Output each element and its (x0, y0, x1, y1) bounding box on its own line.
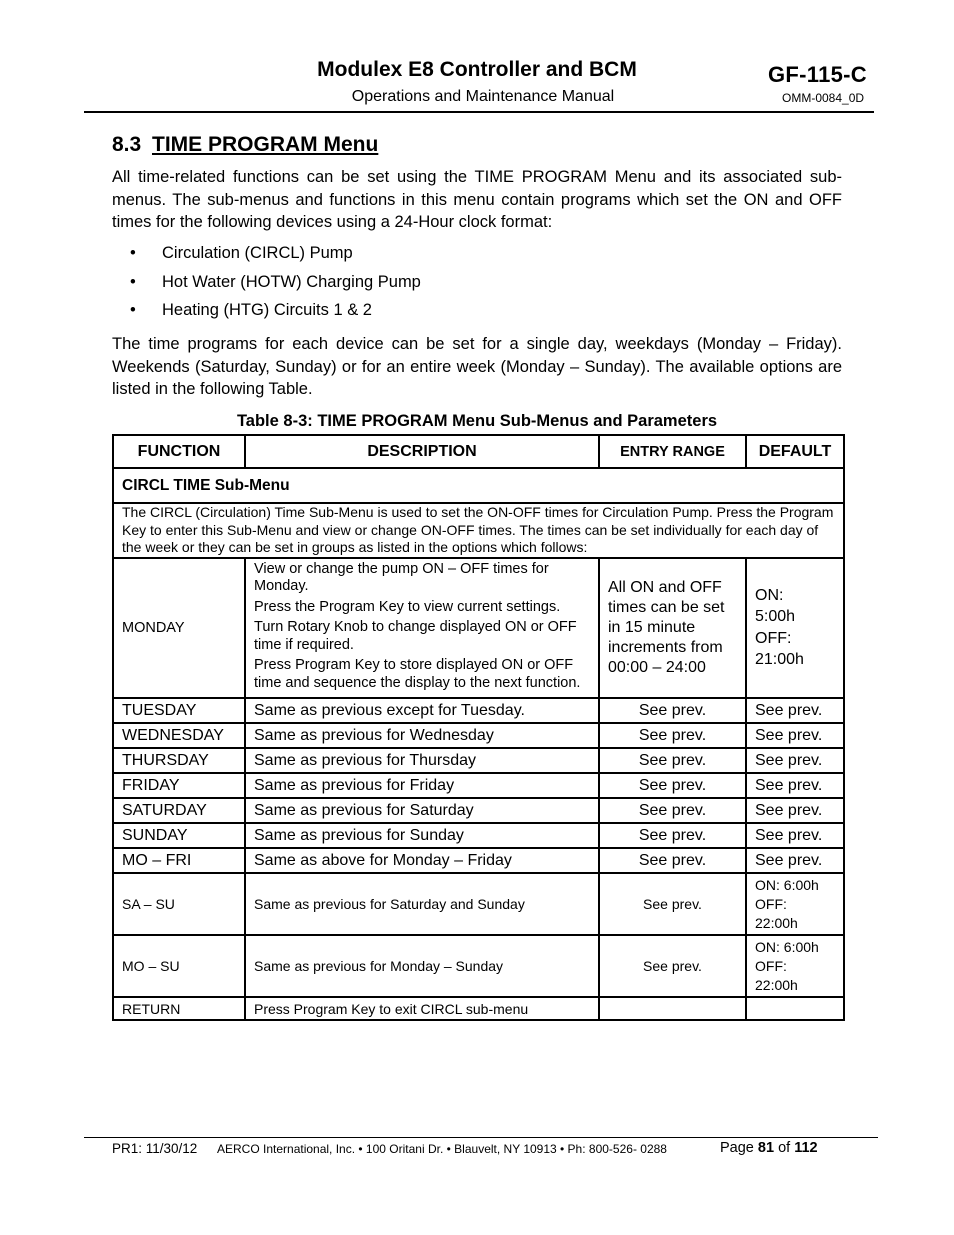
footer-rule (84, 1137, 878, 1138)
table-row (113, 873, 844, 935)
table-section-desc-row (113, 503, 844, 558)
description-cell: Press Program Key to exit CIRCL sub-menu (245, 997, 599, 1020)
function-cell: WEDNESDAY (113, 723, 245, 748)
document-number: OMM-0084_0D (782, 91, 865, 105)
default-cell: See prev. (746, 798, 844, 823)
footer-revision: PR1: 11/30/12 (112, 1141, 198, 1156)
function-cell: MO – SU (113, 935, 245, 997)
section-desc-cell: The CIRCL (Circulation) Time Sub-Menu is used to set the ON-OFF times for Circulation Pump. Press the Program Key to enter this Sub-Menu and view or change ON-OFF times. The times can be set individually for each day of the week or they can be set in groups as listed in the options which follows: (113, 503, 844, 558)
function-cell: MO – FRI (113, 848, 245, 873)
table-row (113, 997, 844, 1020)
table-caption: Table 8-3: TIME PROGRAM Menu Sub-Menus and Parameters (236, 412, 718, 430)
description-line: Press the Program Key to view current settings. (254, 598, 561, 615)
default-cell (746, 873, 844, 935)
default-cell (746, 997, 844, 1020)
table-row (113, 698, 844, 723)
description-cell: Same as previous except for Tuesday. (245, 698, 599, 723)
function-cell: RETURN (113, 997, 245, 1020)
function-cell: SA – SU (113, 873, 245, 935)
list-item-text: Hot Water (HOTW) Charging Pump (162, 272, 421, 291)
table-row (113, 773, 844, 798)
document-title: Modulex E8 Controller and BCM (317, 58, 637, 81)
range-cell: See prev. (599, 848, 746, 873)
range-cell (599, 997, 746, 1020)
default-line: ON: (755, 586, 784, 604)
description-cell: Same as above for Monday – Friday (245, 848, 599, 873)
description-cell: Same as previous for Sunday (245, 823, 599, 848)
default-line: 22:00h (755, 976, 798, 993)
document-id: GF-115-C (768, 62, 867, 87)
document-subtitle: Operations and Maintenance Manual (351, 88, 615, 105)
range-cell: See prev. (599, 873, 746, 935)
closing-paragraph: The time programs for each device can be set for a single day, weekdays (Monday – Friday). Weekends (Saturday, Sunday) or for an entire week (Monday – Sunday). The available options are listed in the following Table. (112, 335, 842, 398)
range-cell: See prev. (599, 773, 746, 798)
list-item: • Circulation (CIRCL) Pump (130, 244, 353, 262)
function-cell: SUNDAY (113, 823, 245, 848)
default-line: OFF: (755, 957, 787, 974)
header-entry-range: ENTRY RANGE (599, 435, 746, 468)
header-rule (84, 111, 874, 113)
default-line: 21:00h (755, 651, 804, 669)
page-total: 112 (794, 1140, 818, 1156)
table-row (113, 848, 844, 873)
page-current: 81 (757, 1140, 775, 1156)
range-cell: See prev. (599, 748, 746, 773)
range-cell: See prev. (599, 935, 746, 997)
default-line: OFF: (755, 895, 787, 912)
header-description: DESCRIPTION (245, 435, 599, 468)
function-cell: FRIDAY (113, 773, 245, 798)
list-item: • Hot Water (HOTW) Charging Pump (130, 272, 421, 291)
intro-paragraph: All time-related functions can be set using the TIME PROGRAM Menu and its associated sub-menus. The sub-menus and functions in this menu contain programs which set the ON and OFF times for the following devices using a 24-Hour clock format: (112, 168, 842, 231)
description-cell: Same as previous for Monday – Sunday (245, 935, 599, 997)
range-cell: See prev. (599, 798, 746, 823)
default-cell: See prev. (746, 723, 844, 748)
default-cell: See prev. (746, 823, 844, 848)
time-program-table (112, 434, 845, 1021)
description-cell: Same as previous for Saturday (245, 798, 599, 823)
function-cell: THURSDAY (113, 748, 245, 773)
table-row (113, 748, 844, 773)
table-row (113, 558, 844, 699)
default-cell: See prev. (746, 848, 844, 873)
range-cell: See prev. (599, 823, 746, 848)
range-cell: See prev. (599, 698, 746, 723)
default-line: 22:00h (755, 914, 798, 931)
table-row (113, 798, 844, 823)
default-cell (746, 935, 844, 997)
section-title: TIME PROGRAM Menu (152, 133, 379, 156)
function-cell: TUESDAY (113, 698, 245, 723)
section-number: 8.3 (112, 133, 142, 156)
range-cell: See prev. (599, 723, 746, 748)
description-cell: Same as previous for Friday (245, 773, 599, 798)
list-item-text: Heating (HTG) Circuits 1 & 2 (162, 301, 372, 319)
default-cell (746, 558, 844, 699)
table-row (113, 823, 844, 848)
list-item: • Heating (HTG) Circuits 1 & 2 (130, 301, 372, 319)
section-title-cell: CIRCL TIME Sub-Menu (113, 468, 844, 503)
description-line: Press Program Key to store displayed ON or OFF time and sequence the display to the next function. (254, 657, 581, 691)
description-cell: Same as previous for Thursday (245, 748, 599, 773)
table-row (113, 723, 844, 748)
default-cell: See prev. (746, 698, 844, 723)
description-cell: Same as previous for Wednesday (245, 723, 599, 748)
table-header-row (113, 435, 844, 468)
description-cell (245, 558, 599, 699)
description-cell: Same as previous for Saturday and Sunday (245, 873, 599, 935)
page-of: of (778, 1140, 791, 1156)
footer-company: AERCO International, Inc. • 100 Oritani Dr. • Blauvelt, NY 10913 • Ph: 800-526- 0288 (217, 1142, 667, 1156)
default-line: OFF: (755, 629, 792, 647)
default-line: ON: 6:00h (755, 876, 819, 893)
description-line: View or change the pump ON – OFF times for Monday. (254, 560, 549, 594)
default-cell: See prev. (746, 748, 844, 773)
default-cell: See prev. (746, 773, 844, 798)
default-line: ON: 6:00h (755, 938, 819, 955)
default-line: 5:00h (755, 608, 796, 626)
description-line: Turn Rotary Knob to change displayed ON or OFF time if required. (254, 619, 577, 653)
device-list (130, 244, 421, 330)
function-cell: MONDAY (113, 558, 245, 699)
function-cell: SATURDAY (113, 798, 245, 823)
table-row (113, 935, 844, 997)
header-default: DEFAULT (746, 435, 844, 468)
page-label: Page (720, 1140, 754, 1156)
range-cell: All ON and OFF times can be set in 15 minute increments from 00:00 – 24:00 (599, 558, 746, 699)
table-section-row (113, 468, 844, 503)
footer-page-number (720, 1140, 818, 1156)
list-item-text: Circulation (CIRCL) Pump (162, 244, 353, 262)
header-function: FUNCTION (113, 435, 245, 468)
